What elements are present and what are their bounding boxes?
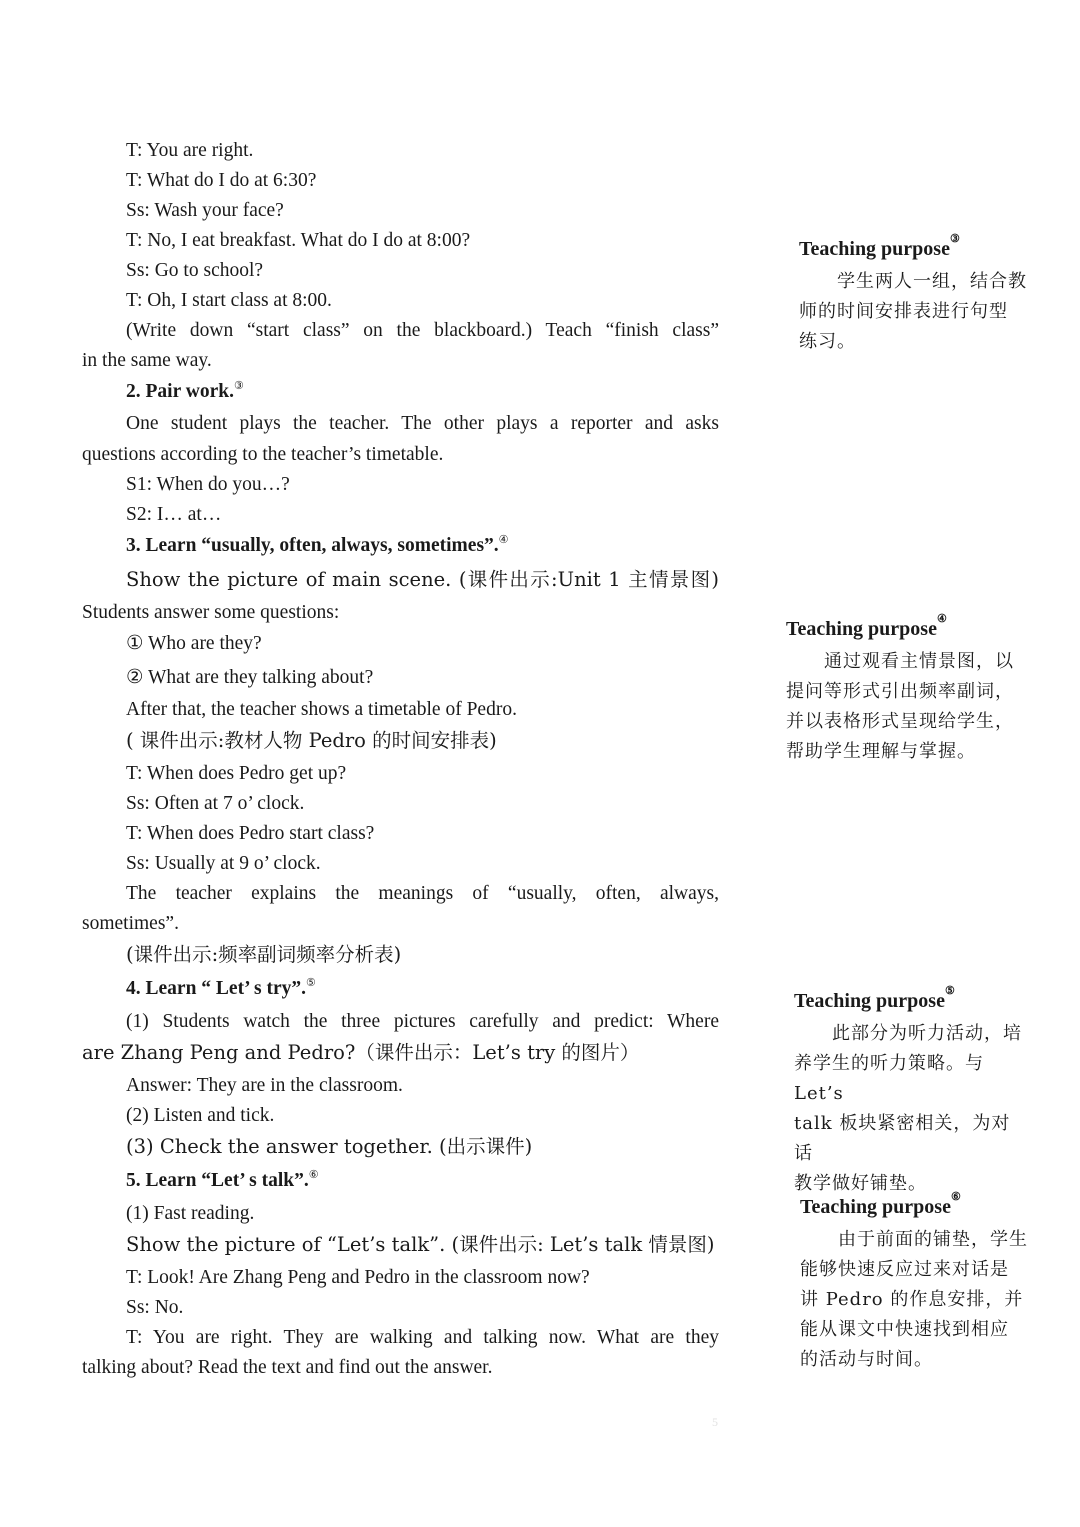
section-heading-pair-work: 2. Pair work.③ — [126, 380, 244, 402]
paragraph-line: After that, the teacher shows a timetable of Pedro. — [126, 699, 517, 720]
dialogue-line: Ss: Often at 7 o’ clock. — [126, 793, 305, 814]
paragraph-line: questions according to the teacher’s timetable. — [82, 444, 444, 465]
dialogue-line: S1: When do you…? — [126, 474, 290, 495]
paragraph-line: are Zhang Peng and Pedro?（课件出示：Let’s try 的图片） — [82, 1041, 640, 1064]
footnote-mark: ⑥ — [950, 1191, 961, 1203]
courseware-note: (课件出示:频率副词频率分析表) — [126, 943, 402, 966]
paragraph-line: in the same way. — [82, 350, 212, 371]
dialogue-line: T: You are right. — [126, 140, 254, 161]
paragraph-line: Students answer some questions: — [82, 602, 340, 623]
footnote-mark: ③ — [949, 233, 960, 245]
teaching-purpose-title: Teaching purpose⑥ — [800, 1191, 961, 1218]
footnote-mark: ⑤ — [305, 977, 316, 989]
teaching-purpose-note: 此部分为听力活动，培 养学生的听力策略。与 Let’s talk 板块紧密相关，为对话 教学做好铺垫。 — [794, 1023, 1022, 1194]
footnote-mark: ③ — [233, 380, 244, 392]
dialogue-line: Ss: No. — [126, 1297, 184, 1318]
page-number: 5 — [712, 1415, 718, 1429]
dialogue-line: T: Look! Are Zhang Peng and Pedro in the classroom now? — [126, 1267, 590, 1288]
teaching-purpose-title: Teaching purpose③ — [799, 233, 960, 260]
paragraph-line: (1) Students watch the three pictures carefully and predict: Where — [126, 1011, 719, 1032]
paragraph-line: sometimes”. — [82, 913, 179, 934]
section-heading-lets-try: 4. Learn “ Let’ s try”.⑤ — [126, 977, 316, 999]
question-item: ② What are they talking about? — [126, 667, 374, 688]
dialogue-line: T: When does Pedro start class? — [126, 823, 375, 844]
courseware-note: ( 课件出示:教材人物 Pedro 的时间安排表) — [126, 729, 497, 752]
paragraph-line: T: You are right. They are walking and talking now. What are they — [126, 1327, 719, 1348]
dialogue-line: Ss: Wash your face? — [126, 200, 284, 221]
footnote-mark: ④ — [498, 534, 509, 546]
footnote-mark: ⑥ — [308, 1169, 319, 1181]
question-item: ① Who are they? — [126, 633, 262, 654]
dialogue-line: Ss: Go to school? — [126, 260, 264, 281]
paragraph-line: The teacher explains the meanings of “usually, often, always, — [126, 883, 719, 904]
paragraph-line: Show the picture of main scene. (课件出示:Unit 1 主情景图) — [126, 568, 719, 591]
dialogue-line: Ss: Usually at 9 o’ clock. — [126, 853, 321, 874]
footnote-mark: ⑤ — [944, 985, 955, 997]
teaching-purpose-note: 学生两人一组，结合教 师的时间安排表进行句型 练习。 — [799, 271, 1027, 352]
teaching-purpose-note: 由于前面的铺垫，学生 能够快速反应过来对话是 讲 Pedro 的作息安排，并 能从课文中快速找到相应 的活动与时间。 — [800, 1229, 1028, 1370]
footnote-mark: ④ — [936, 613, 947, 625]
section-heading-lets-talk: 5. Learn “Let’ s talk”.⑥ — [126, 1169, 319, 1191]
paragraph-line: One student plays the teacher. The other plays a reporter and asks — [126, 413, 719, 434]
dialogue-line: T: No, I eat breakfast. What do I do at 8:00? — [126, 230, 471, 251]
paragraph-line: Show the picture of “Let’s talk”. (课件出示: Let’s talk 情景图) — [126, 1233, 715, 1256]
dialogue-line: T: Oh, I start class at 8:00. — [126, 290, 332, 311]
paragraph-line: (1) Fast reading. — [126, 1203, 255, 1224]
section-heading-learn-adverbs: 3. Learn “usually, often, always, sometimes”.④ — [126, 534, 509, 556]
teaching-purpose-title: Teaching purpose⑤ — [794, 985, 955, 1012]
dialogue-line: T: What do I do at 6:30? — [126, 170, 317, 191]
paragraph-line: (Write down “start class” on the blackboard.) Teach “finish class” — [126, 320, 719, 341]
dialogue-line: S2: I… at… — [126, 504, 222, 525]
dialogue-line: T: When does Pedro get up? — [126, 763, 347, 784]
paragraph-line: Answer: They are in the classroom. — [126, 1075, 403, 1096]
paragraph-line: (3) Check the answer together. (出示课件) — [126, 1135, 533, 1158]
teaching-purpose-note: 通过观看主情景图，以 提问等形式引出频率副词， 并以表格形式呈现给学生， 帮助学生理解与掌握。 — [786, 651, 1014, 762]
paragraph-line: talking about? Read the text and find out the answer. — [82, 1357, 493, 1378]
teaching-purpose-title: Teaching purpose④ — [786, 613, 947, 640]
paragraph-line: (2) Listen and tick. — [126, 1105, 275, 1126]
